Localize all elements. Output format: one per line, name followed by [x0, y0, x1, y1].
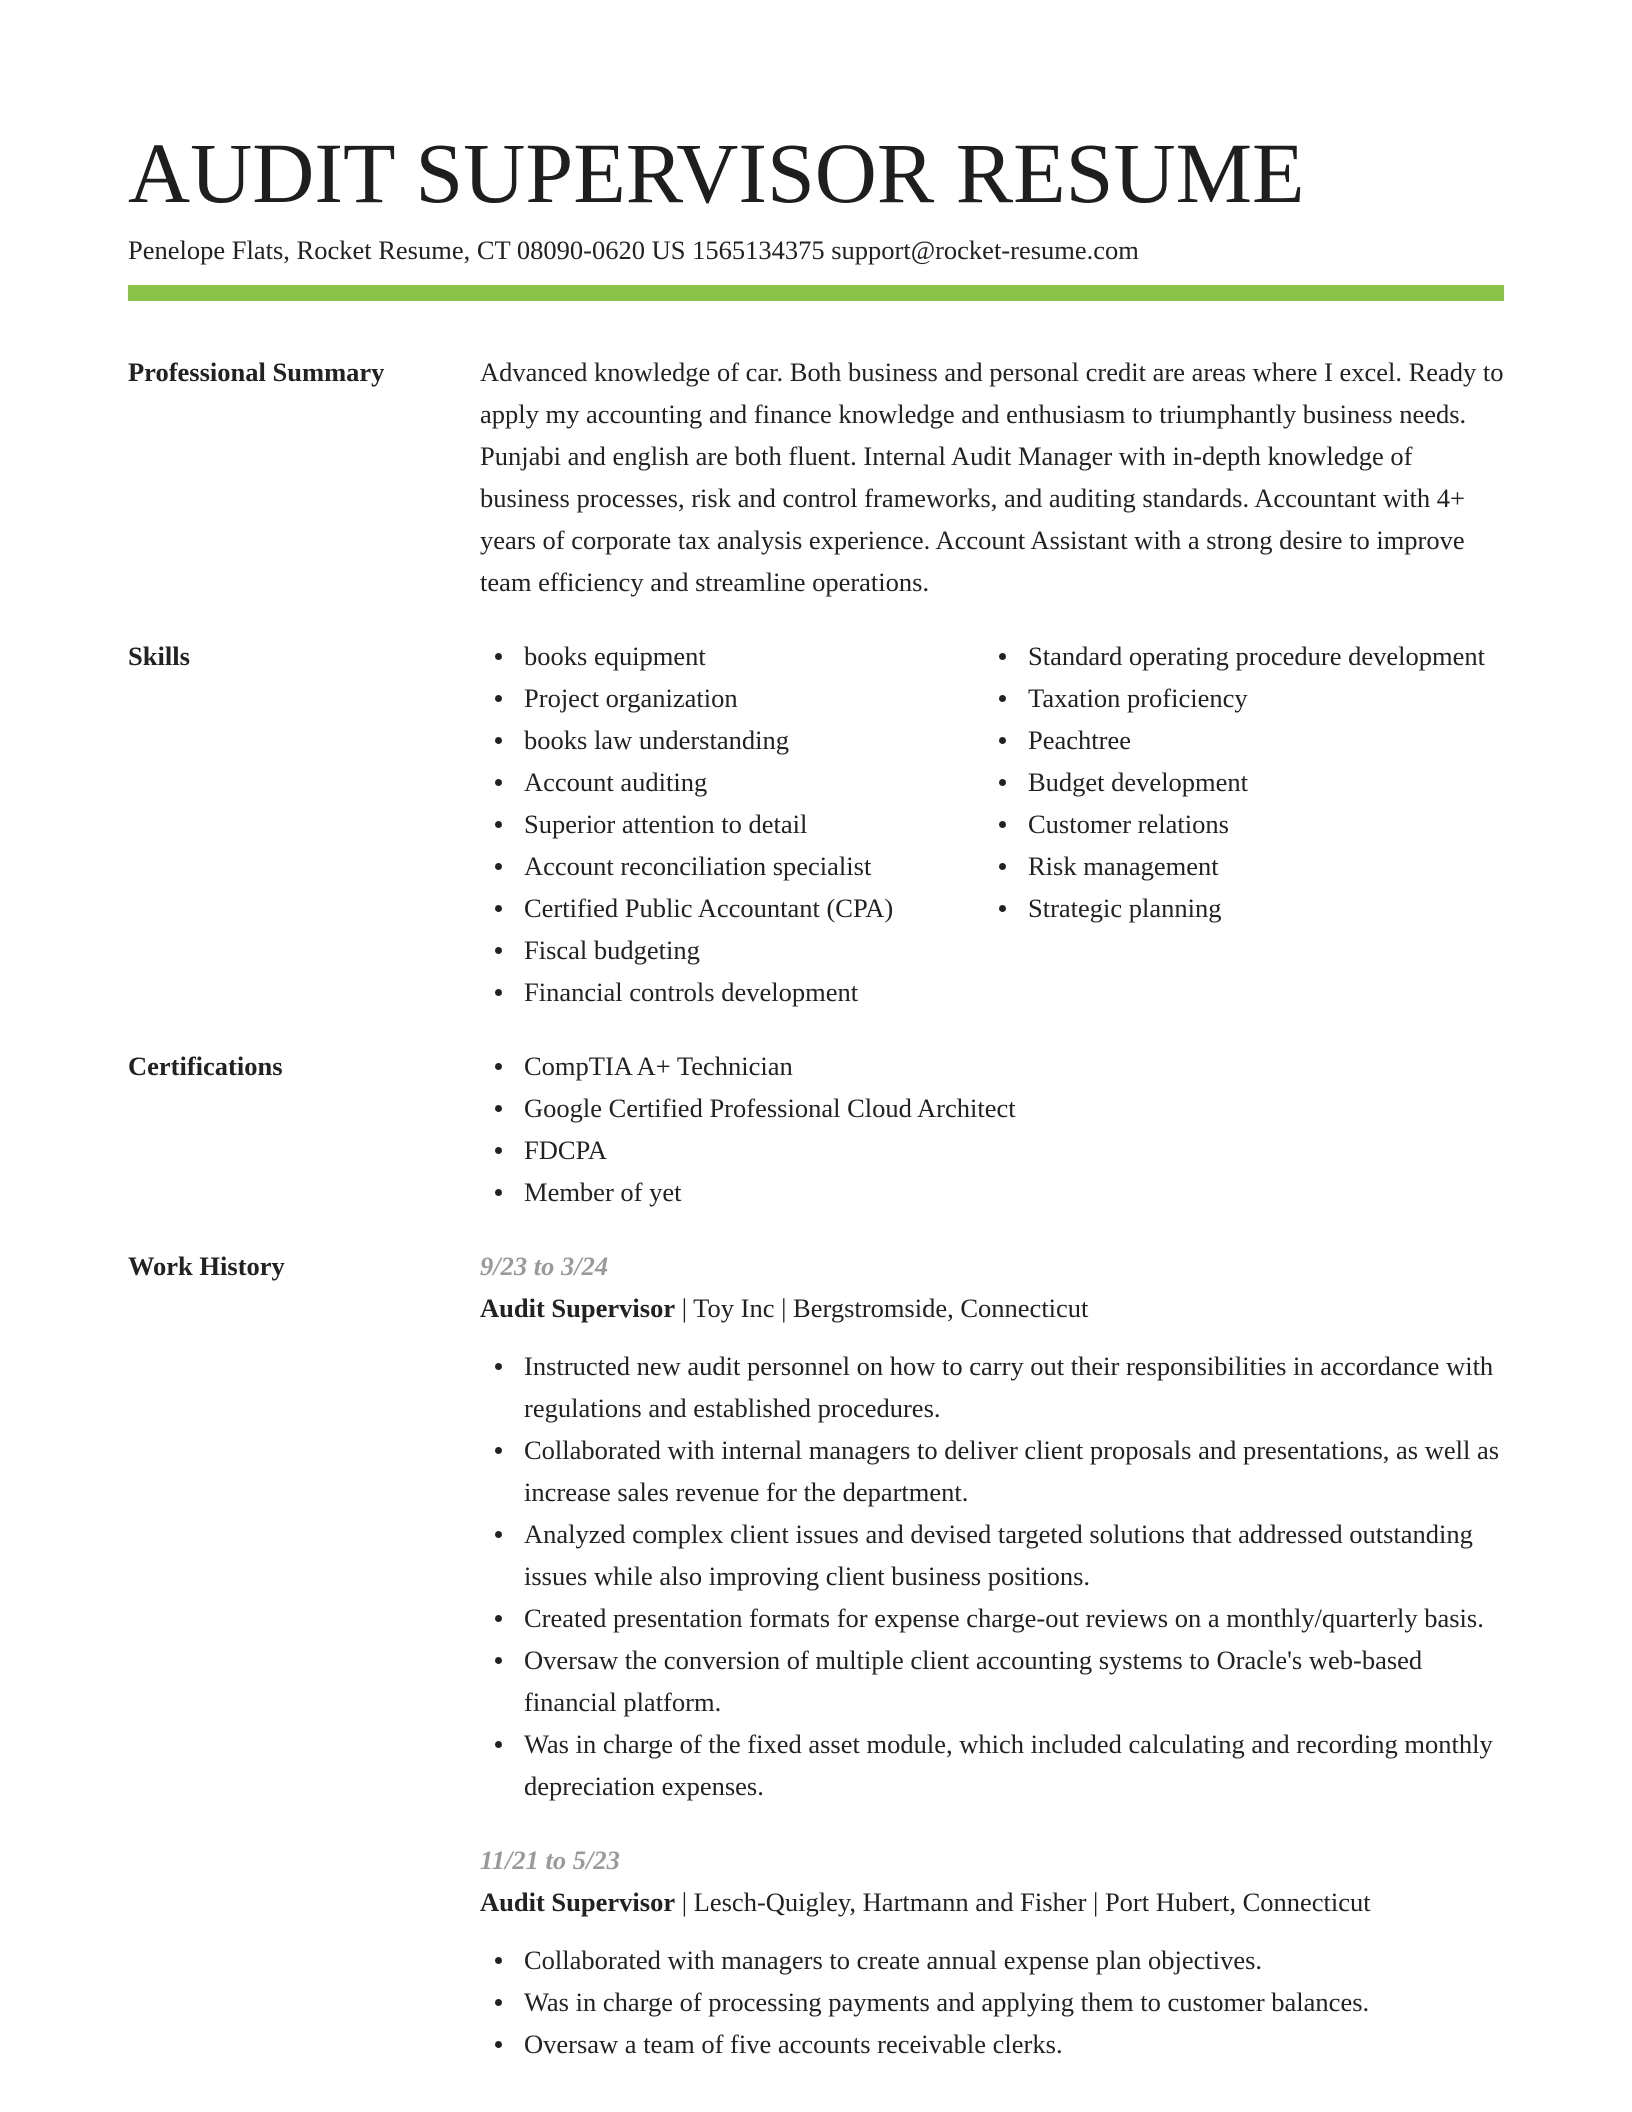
job-bullet: Analyzed complex client issues and devised targeted solutions that addressed outstanding issues while also improving client business positions.	[480, 1513, 1504, 1597]
job-bullet: Was in charge of processing payments and applying them to customer balances.	[480, 1981, 1504, 2023]
skill-item: Customer relations	[984, 803, 1504, 845]
certification-item: Google Certified Professional Cloud Architect	[480, 1087, 1504, 1129]
skill-item: books law understanding	[480, 719, 984, 761]
header-divider	[128, 285, 1504, 301]
job-header	[480, 1287, 1504, 1329]
skills-section	[128, 635, 1504, 1013]
job-bullet: Created presentation formats for expense charge-out reviews on a monthly/quarterly basis.	[480, 1597, 1504, 1639]
skill-item: Peachtree	[984, 719, 1504, 761]
summary-section	[128, 351, 1504, 603]
certification-item: Member of yet	[480, 1171, 1504, 1213]
skill-item: Taxation proficiency	[984, 677, 1504, 719]
skill-item: Budget development	[984, 761, 1504, 803]
skill-item: Fiscal budgeting	[480, 929, 984, 971]
work-history-body	[480, 1245, 1504, 2065]
skill-item: books equipment	[480, 635, 984, 677]
skill-item: Standard operating procedure development	[984, 635, 1504, 677]
skill-item: Risk management	[984, 845, 1504, 887]
job-bullet: Was in charge of the fixed asset module, which included calculating and recording monthly depreciation expenses.	[480, 1723, 1504, 1807]
job-bullet: Instructed new audit personnel on how to carry out their responsibilities in accordance with regulations and established procedures.	[480, 1345, 1504, 1429]
summary-text: Advanced knowledge of car. Both business and personal credit are areas where I excel. Ready to apply my accounting and finance knowledge and enthusiasm to triumphantly business needs. Punjabi and english are both fluent. Internal Audit Manager with in-depth knowledge of business processes, risk and control frameworks, and auditing standards. Accountant with 4+ years of corporate tax analysis experience. Account Assistant with a strong desire to improve team efficiency and streamline operations.	[480, 357, 1504, 597]
job-bullets	[480, 1939, 1504, 2065]
certifications-body	[480, 1045, 1504, 1213]
skills-list-right	[984, 635, 1504, 1013]
skills-columns	[480, 635, 1504, 1013]
page-title: AUDIT SUPERVISOR RESUME	[128, 125, 1305, 221]
job-bullet: Oversaw a team of five accounts receivable clerks.	[480, 2023, 1504, 2065]
certification-item: CompTIA A+ Technician	[480, 1045, 1504, 1087]
job-title: Audit Supervisor	[480, 1293, 676, 1323]
job-entry	[480, 1839, 1504, 2065]
certifications-list	[480, 1045, 1504, 1213]
job-details: | Lesch-Quigley, Hartmann and Fisher | Port Hubert, Connecticut	[675, 1887, 1371, 1917]
job-dates: 9/23 to 3/24	[480, 1251, 609, 1281]
certification-item: FDCPA	[480, 1129, 1504, 1171]
certifications-section	[128, 1045, 1504, 1213]
skill-item: Account auditing	[480, 761, 984, 803]
certifications-heading: Certifications	[128, 1051, 283, 1081]
skills-heading: Skills	[128, 641, 190, 671]
skill-item: Financial controls development	[480, 971, 984, 1013]
job-bullet: Collaborated with managers to create annual expense plan objectives.	[480, 1939, 1504, 1981]
job-title: Audit Supervisor	[480, 1887, 676, 1917]
job-dates: 11/21 to 5/23	[480, 1845, 620, 1875]
job-header	[480, 1881, 1504, 1923]
summary-heading: Professional Summary	[128, 357, 385, 387]
job-bullet: Oversaw the conversion of multiple client accounting systems to Oracle's web-based financial platform.	[480, 1639, 1504, 1723]
job-details: | Toy Inc | Bergstromside, Connecticut	[675, 1293, 1089, 1323]
skill-item: Account reconciliation specialist	[480, 845, 984, 887]
skills-list-left	[480, 635, 984, 1013]
skill-item: Superior attention to detail	[480, 803, 984, 845]
skill-item: Project organization	[480, 677, 984, 719]
contact-line: Penelope Flats, Rocket Resume, CT 08090-0620 US 1565134375 support@rocket-resume.com	[128, 235, 1139, 265]
job-entry	[480, 1245, 1504, 1807]
skill-item: Strategic planning	[984, 887, 1504, 929]
skill-item: Certified Public Accountant (CPA)	[480, 887, 984, 929]
job-bullets	[480, 1345, 1504, 1807]
job-bullet: Collaborated with internal managers to deliver client proposals and presentations, as well as increase sales revenue for the department.	[480, 1429, 1504, 1513]
work-history-section	[128, 1245, 1504, 2065]
work-history-heading: Work History	[128, 1251, 285, 1281]
